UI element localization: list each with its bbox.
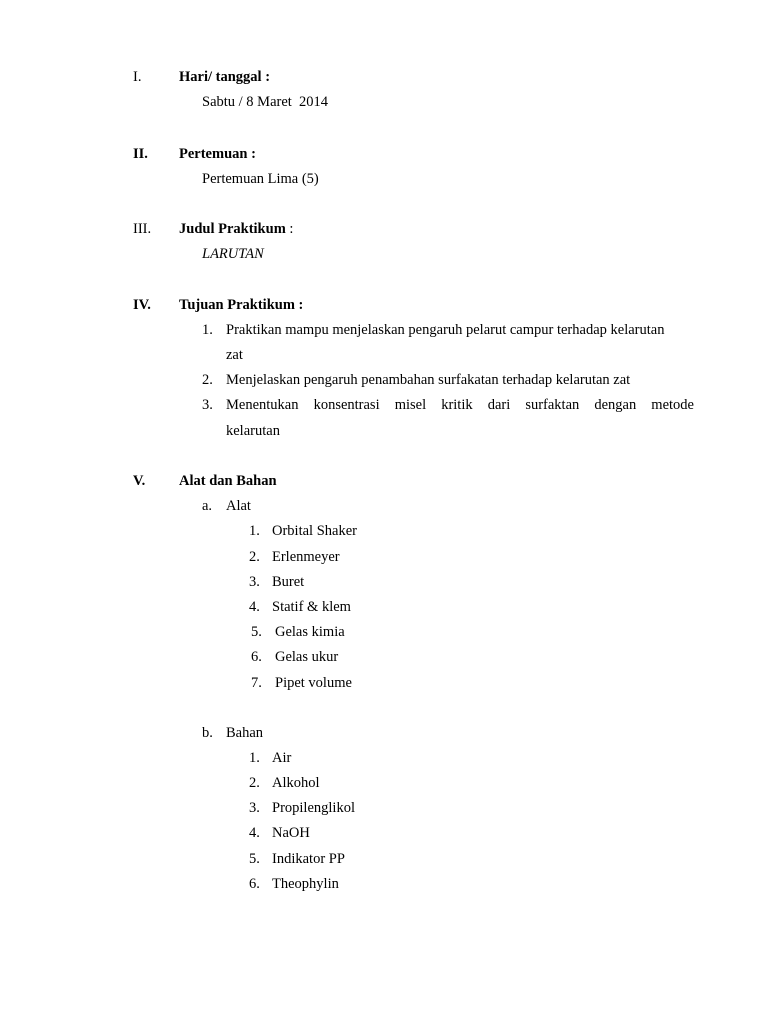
subsection-letter: b. — [202, 725, 213, 741]
list-item-number: 1. — [249, 750, 260, 766]
section-heading: Judul Praktikum — [179, 221, 286, 237]
list-item-text: Gelas ukur — [275, 649, 339, 665]
list-item-number: 7. — [251, 675, 262, 691]
subsection-label: Alat — [226, 498, 251, 514]
list-item-text: Air — [272, 750, 292, 766]
subsection-letter: a. — [202, 498, 213, 514]
list-item-number: 2. — [249, 775, 260, 791]
list-item-continuation: zat — [226, 347, 243, 363]
section-content: LARUTAN — [202, 246, 264, 262]
list-item-number: 3. — [202, 397, 213, 413]
list-item-number: 2. — [249, 549, 260, 565]
list-item-text: Orbital Shaker — [272, 523, 357, 539]
list-item-text: Gelas kimia — [275, 624, 345, 640]
section-numeral: II. — [133, 146, 148, 162]
list-item-text: Pipet volume — [275, 675, 352, 691]
list-item-text: Statif & klem — [272, 599, 351, 615]
list-item-text: Indikator PP — [272, 851, 345, 867]
list-item-text: Erlenmeyer — [272, 549, 340, 565]
section-heading: Pertemuan : — [179, 146, 256, 162]
list-item-text: Menentukan konsentrasi misel kritik dari surfaktan dengan metode — [226, 397, 694, 413]
section-heading: Alat dan Bahan — [179, 473, 277, 489]
list-item-text: Propilenglikol — [272, 800, 355, 816]
section-numeral: V. — [133, 473, 146, 489]
list-item-number: 4. — [249, 599, 260, 615]
section-numeral: IV. — [133, 297, 151, 313]
list-item-text: Alkohol — [272, 775, 320, 791]
list-item-number: 3. — [249, 574, 260, 590]
section-heading-suffix: : — [285, 221, 294, 237]
list-item-number: 2. — [202, 372, 213, 388]
section-heading-line — [179, 220, 293, 238]
section-heading: Hari/ tanggal : — [179, 69, 271, 85]
subsection-label: Bahan — [226, 725, 264, 741]
section-content: Sabtu / 8 Maret 2014 — [202, 94, 329, 110]
list-item-text: NaOH — [272, 825, 310, 841]
list-item-number: 5. — [249, 851, 260, 867]
list-item-continuation: kelarutan — [226, 423, 280, 439]
section-heading: Tujuan Praktikum : — [179, 297, 304, 313]
list-item-number: 4. — [249, 825, 260, 841]
list-item-number: 1. — [249, 523, 260, 539]
list-item-number: 1. — [202, 322, 213, 338]
section-content: Pertemuan Lima (5) — [202, 171, 319, 187]
list-item-number: 5. — [251, 624, 262, 640]
list-item-number: 3. — [249, 800, 260, 816]
list-item-number: 6. — [249, 876, 260, 892]
section-numeral: III. — [133, 221, 152, 237]
section-numeral: I. — [133, 69, 142, 85]
list-item-number: 6. — [251, 649, 262, 665]
list-item-text: Menjelaskan pengaruh penambahan surfakatan terhadap kelarutan zat — [226, 372, 631, 388]
list-item-text: Theophylin — [272, 876, 339, 892]
list-item-text: Buret — [272, 574, 305, 590]
list-item-text: Praktikan mampu menjelaskan pengaruh pelarut campur terhadap kelarutan — [226, 322, 665, 338]
